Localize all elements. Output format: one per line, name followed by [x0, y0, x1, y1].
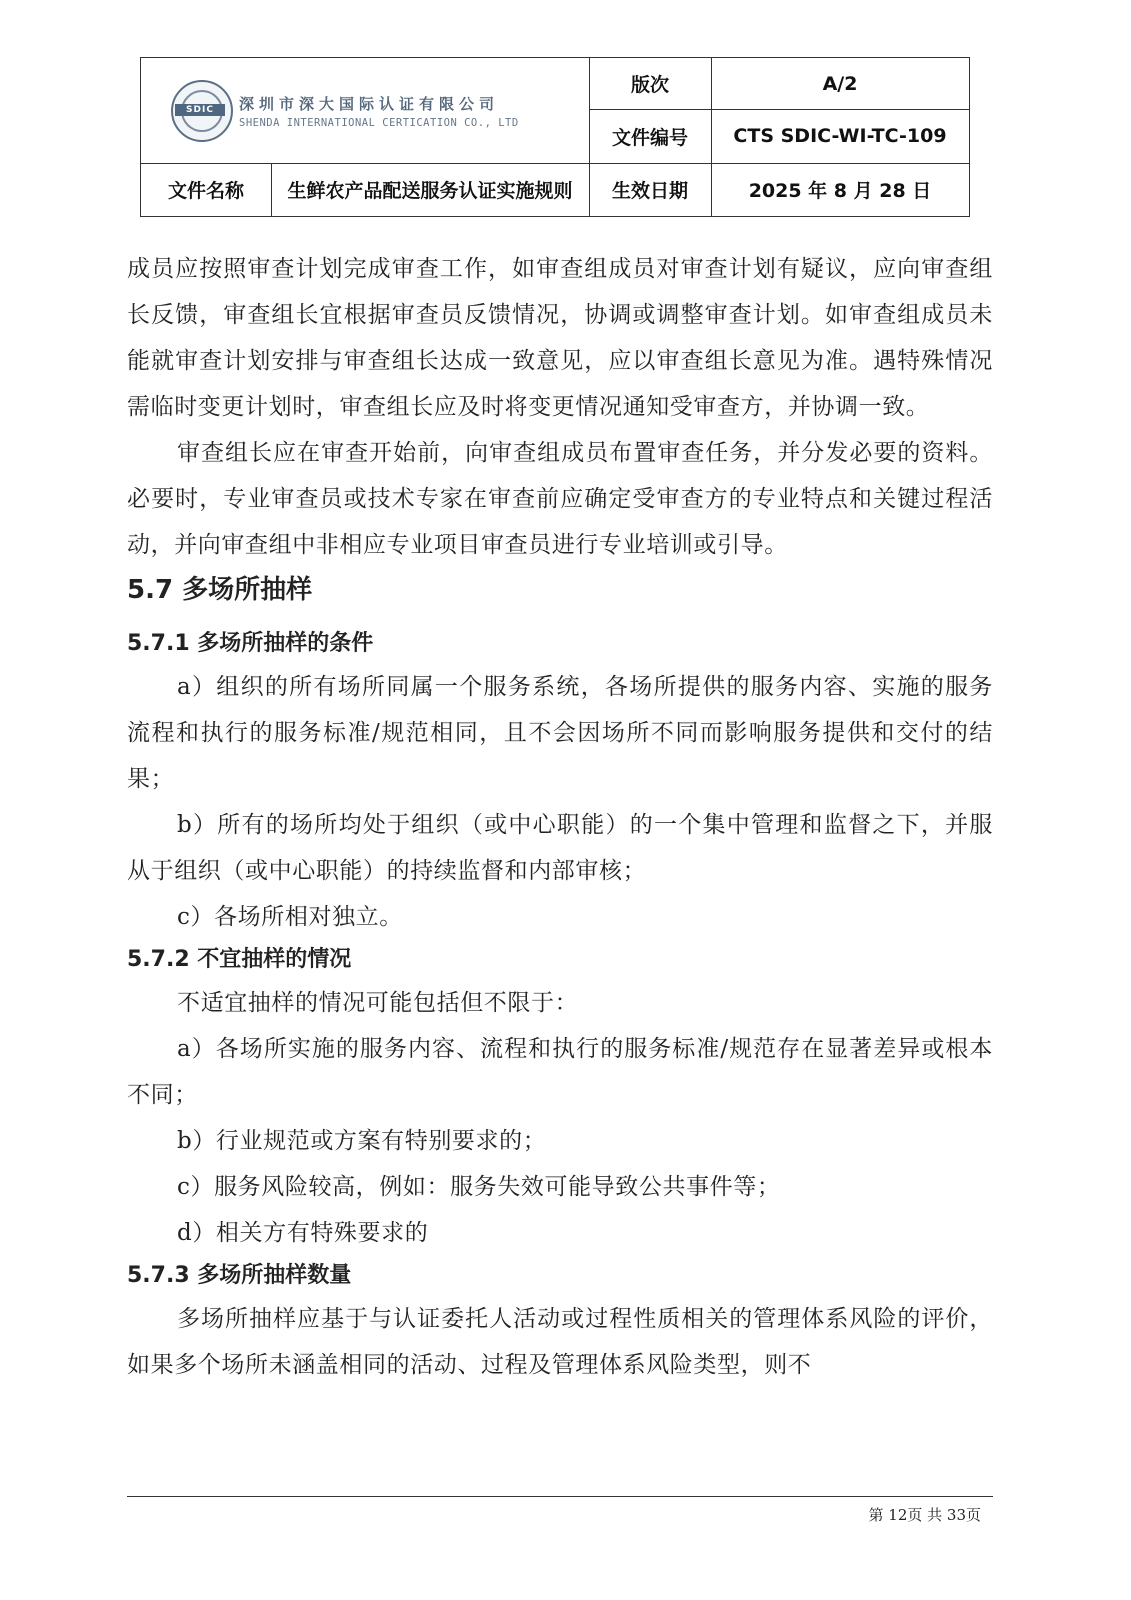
section-heading-5-7-1: 5.7.1 多场所抽样的条件 — [127, 631, 374, 656]
doc-name-label: 文件名称 — [167, 180, 244, 202]
page-number: 第 12页 共 33页 — [868, 1506, 981, 1524]
paragraph: 成员应按照审查计划完成审查工作，如审查组成员对审查计划有疑议，应向审查组长反馈，审查组长宜根据审查员反馈情况，协调或调整审查计划。如审查组成员未能就审查计划安排与审查组长达成一致意见，应以审查组长意见为准。遇特殊情况需临时变更计划时，审查组长应及时将变更情况通知受审查方，并协调一致。 — [127, 256, 993, 420]
list-item: d）相关方有特殊要求的 — [177, 1220, 429, 1246]
list-item: a）各场所实施的服务内容、流程和执行的服务标准/规范存在显著差异或根本不同； — [127, 1036, 993, 1108]
paragraph: 不适宜抽样的情况可能包括但不限于： — [177, 990, 579, 1016]
version-value: A/2 — [822, 72, 858, 95]
list-item: a）组织的所有场所同属一个服务系统，各场所提供的服务内容、实施的服务流程和执行的服务标准/规范相同，且不会因场所不同而影响服务提供和交付的结果； — [127, 674, 993, 792]
paragraph: 多场所抽样应基于与认证委托人活动或过程性质相关的管理体系风险的评价，如果多个场所未涵盖相同的活动、过程及管理体系风险类型，则不 — [127, 1306, 993, 1378]
doc-number-value: CTS SDIC-WI-TC-109 — [733, 125, 947, 147]
list-item: c）服务风险较高，例如：服务失效可能导致公共事件等； — [177, 1174, 781, 1200]
list-item: c）各场所相对独立。 — [177, 904, 403, 930]
paragraph: 审查组长应在审查开始前，向审查组成员布置审查任务，并分发必要的资料。必要时，专业审查员或技术专家在审查前应确定受审查方的专业特点和关键过程活动，并向审查组中非相应专业项目审查员进行专业培训或引导。 — [127, 440, 993, 558]
company-logo-block — [141, 58, 589, 163]
document-header-table — [140, 57, 970, 217]
section-heading-5-7-3: 5.7.3 多场所抽样数量 — [127, 1263, 352, 1288]
section-heading-5-7: 5.7 多场所抽样 — [127, 575, 313, 605]
list-item: b）所有的场所均处于组织（或中心职能）的一个集中管理和监督之下，并服从于组织（或中心职能）的持续监督和内部审核； — [127, 812, 993, 884]
logo-band: SDIC — [175, 104, 225, 116]
company-name-en: SHENDA INTERNATIONAL CERTICATION CO., LTD — [239, 116, 519, 129]
version-label: 版次 — [630, 74, 669, 96]
company-name-block — [239, 93, 519, 129]
effective-date-value: 2025 年 8 月 28 日 — [748, 180, 932, 202]
list-item: b）行业规范或方案有特别要求的； — [177, 1128, 547, 1154]
footer-rule — [127, 1496, 993, 1497]
document-body — [127, 246, 993, 1388]
section-heading-5-7-2: 5.7.2 不宜抽样的情况 — [127, 947, 352, 972]
doc-name-value: 生鲜农产品配送服务认证实施规则 — [287, 180, 573, 202]
doc-number-label: 文件编号 — [611, 126, 688, 149]
company-name-cn: 深圳市深大国际认证有限公司 — [239, 94, 500, 113]
effective-date-label: 生效日期 — [611, 180, 688, 202]
company-emblem-icon — [171, 80, 233, 142]
